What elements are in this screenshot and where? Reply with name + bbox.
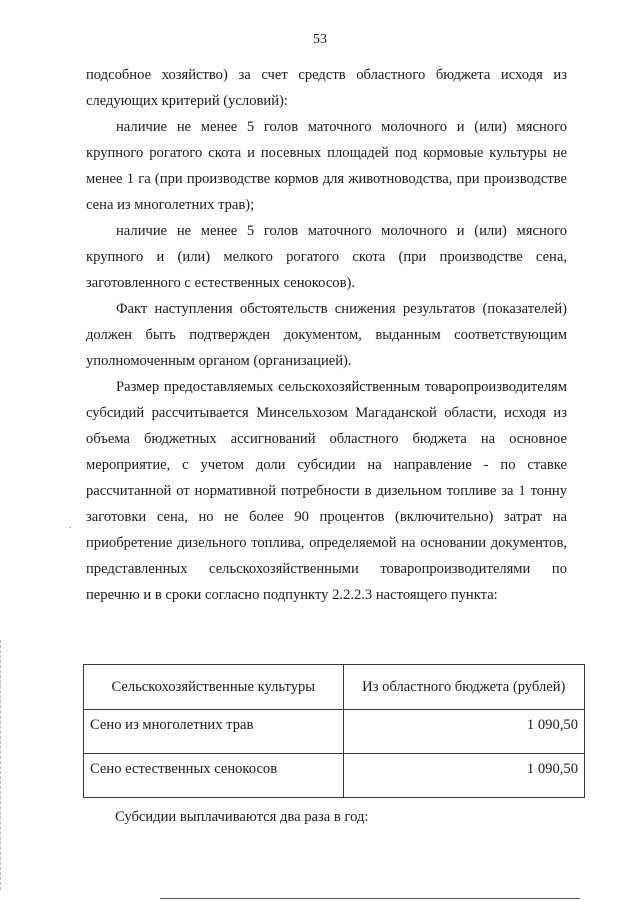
- paragraph-criterion-2: наличие не менее 5 голов маточного молочного и (или) мясного крупного и (или) мелкого рогатого скота (при производстве сена, заготовленного с естественных сенокосов).: [86, 223, 567, 291]
- cell-crop: Сено из многолетних трав: [84, 710, 344, 754]
- paragraph-subsidy-size: Размер предоставляемых сельскохозяйственным товаропроизводителям субсидий рассчитывается Минсельхозом Магаданской области, исходя из объема бюджетных ассигнований областного бюджета на основное мероприятие, с учетом доли субсидии на направление - по ставке рассчитанной от нормативной потребности в дизельном топливе за 1 тонну заготовки сена, но не более 90 процентов (включительно) затрат на приобретение дизельного топлива, определяемой на основании документов, представленных сельскохозяйственными товаропроизводителями по перечню и в сроки согласно подпункту 2.2.2.3 настоящего пункта:: [86, 379, 567, 603]
- paragraph-continuation: подсобное хозяйство) за счет средств областного бюджета исходя из следующих критерий (условий):: [86, 67, 567, 109]
- table-row: [84, 710, 585, 754]
- header-crops: Сельскохозяйственные культуры: [84, 665, 344, 710]
- closing-line: Субсидии выплачиваются два раза в год:: [115, 809, 369, 825]
- page-number: 53: [313, 32, 327, 47]
- table-row: [84, 754, 585, 798]
- paragraph-fact: Факт наступления обстоятельств снижения результатов (показателей) должен быть подтвержден документом, выданным соответствующим уполномоченным органом (организацией).: [86, 301, 567, 369]
- cell-amount: 1 090,50: [343, 710, 584, 754]
- margin-mark: .: [69, 520, 72, 531]
- table-header-row: [84, 665, 585, 710]
- cell-amount: 1 090,50: [343, 754, 584, 798]
- body-text: [86, 62, 567, 608]
- header-budget: Из областного бюджета (рублей): [343, 665, 584, 710]
- paragraph-criterion-1: наличие не менее 5 голов маточного молочного и (или) мясного крупного рогатого скота и посевных площадей под кормовые культуры не менее 1 га (при производстве кормов для животноводства, при производстве сена из многолетних трав);: [86, 119, 567, 213]
- cell-crop: Сено естественных сенокосов: [84, 754, 344, 798]
- bottom-rule: [160, 898, 580, 899]
- scan-edge-mark: [0, 640, 3, 890]
- crops-table: [83, 664, 585, 798]
